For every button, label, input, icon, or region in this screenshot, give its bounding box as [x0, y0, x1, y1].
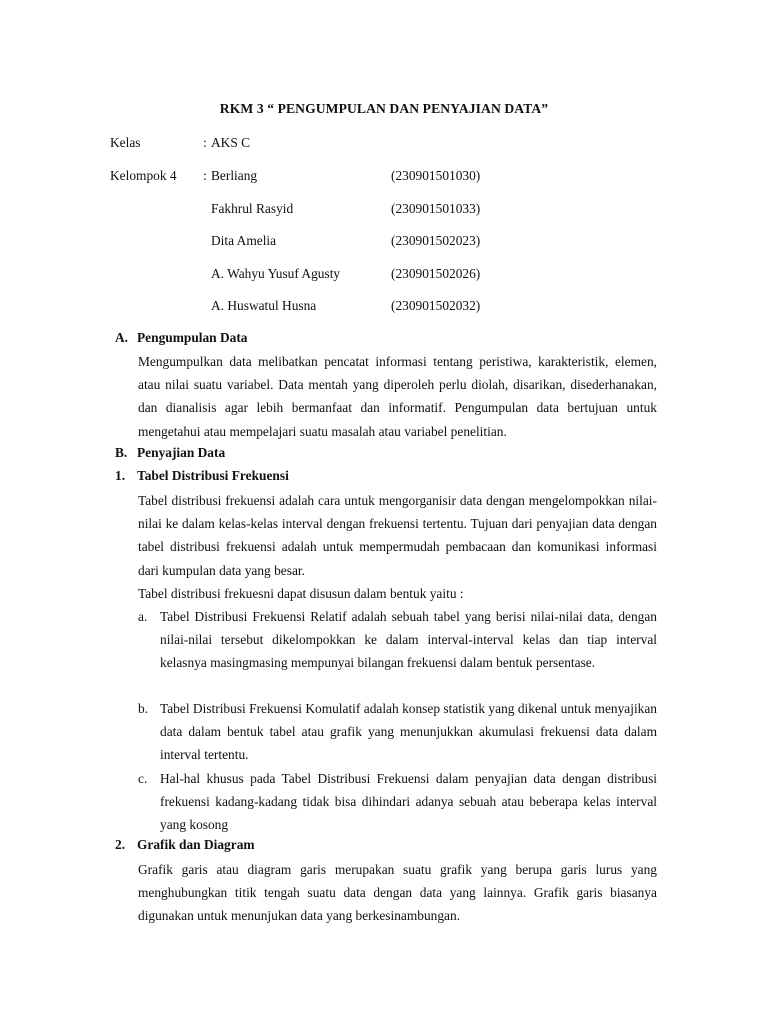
sub-1-paragraph: Tabel distribusi frekuensi adalah cara untuk mengorganisir data dengan mengelompokkan nilai-nilai ke dalam kelas-kelas interval dengan frekuensi tertentu. Tujuan dari penyajian data dengan tabel distribusi frekuensi adalah untuk mempermudah pembacaan dan komunikasi informasi dari kumpulan data yang besar. [138, 493, 657, 578]
sub-2-heading [115, 837, 255, 853]
section-a-paragraph: Mengumpulkan data melibatkan pencatat informasi tentang peristiwa, karakteristik, elemen, atau nilai suatu variabel. Data mentah yang diperoleh perlu diolah, disarikan, disederhanakan, dan dianalisis agar lebih bermanfaat dan informatif. Pengumpulan data bertujuan untuk mengetahui atau mempelajari suatu masalah atau variabel penelitian. [138, 354, 657, 439]
sub-1-title: Tabel Distribusi Frekuensi [137, 468, 289, 483]
member-id: (230901502023) [391, 233, 481, 248]
sub-1-heading [115, 468, 289, 484]
sub-2-mark: 2. [115, 837, 126, 852]
sub-1-intro: Tabel distribusi frekuesni dapat disusun dalam bentuk yaitu : [138, 586, 464, 601]
list-item-text: Tabel Distribusi Frekuensi Komulatif adalah konsep statistik yang dikenal untuk menyajikan data dalam bentuk tabel atau grafik yang menunjukkan akumulasi frekuensi data dalam interval tertentu. [160, 701, 657, 763]
section-a-mark: A. [115, 330, 129, 345]
list-item-mark: b. [138, 701, 149, 716]
member-name: A. Wahyu Yusuf Agusty [211, 266, 341, 281]
kelas-label: Kelas [110, 135, 141, 150]
member-id: (230901502026) [391, 266, 481, 281]
list-item-text: Tabel Distribusi Frekuensi Relatif adalah sebuah tabel yang berisi nilai-nilai data, dengan nilai-nilai tersebut dikelompokkan ke dalam interval-interval kelas dan tiap interval kelasnya masingmasing mempunyai bilangan frekuensi dalam bentuk persentase. [160, 609, 657, 671]
member-name: Dita Amelia [211, 233, 277, 248]
list-item-mark: c. [138, 771, 148, 786]
member-id: (230901501030) [391, 168, 481, 183]
section-b-title: Penyajian Data [137, 445, 226, 460]
section-b-heading [115, 445, 225, 461]
sub-2-paragraph: Grafik garis atau diagram garis merupakan suatu grafik yang berupa garis lurus yang menghubungkan titik tengah suatu data dengan data yang lainnya. Grafik garis biasanya digunakan untuk menunjukan data yang berkesinambungan. [138, 862, 657, 924]
list-item-text: Hal-hal khusus pada Tabel Distribusi Frekuensi dalam penyajian data dengan distribusi frekuensi kadang-kadang tidak bisa dihindari adanya sebuah atau beberapa kelas interval yang kosong [160, 771, 657, 833]
kelompok-label: Kelompok 4 [110, 168, 177, 183]
section-b-mark: B. [115, 445, 128, 460]
kelompok-colon: : [203, 168, 207, 183]
member-id: (230901502032) [391, 298, 481, 313]
section-a-title: Pengumpulan Data [137, 330, 248, 345]
kelas-colon: : [203, 135, 207, 150]
member-name: Fakhrul Rasyid [211, 201, 294, 216]
member-name: A. Huswatul Husna [211, 298, 317, 313]
document-title: RKM 3 “ PENGUMPULAN DAN PENYAJIAN DATA” [219, 101, 549, 116]
list-item-mark: a. [138, 609, 148, 624]
section-a-heading [115, 330, 248, 346]
kelas-value: AKS C [211, 135, 251, 150]
member-id: (230901501033) [391, 201, 481, 216]
sub-1-mark: 1. [115, 468, 126, 483]
member-name: Berliang [211, 168, 258, 183]
sub-2-title: Grafik dan Diagram [137, 837, 255, 852]
